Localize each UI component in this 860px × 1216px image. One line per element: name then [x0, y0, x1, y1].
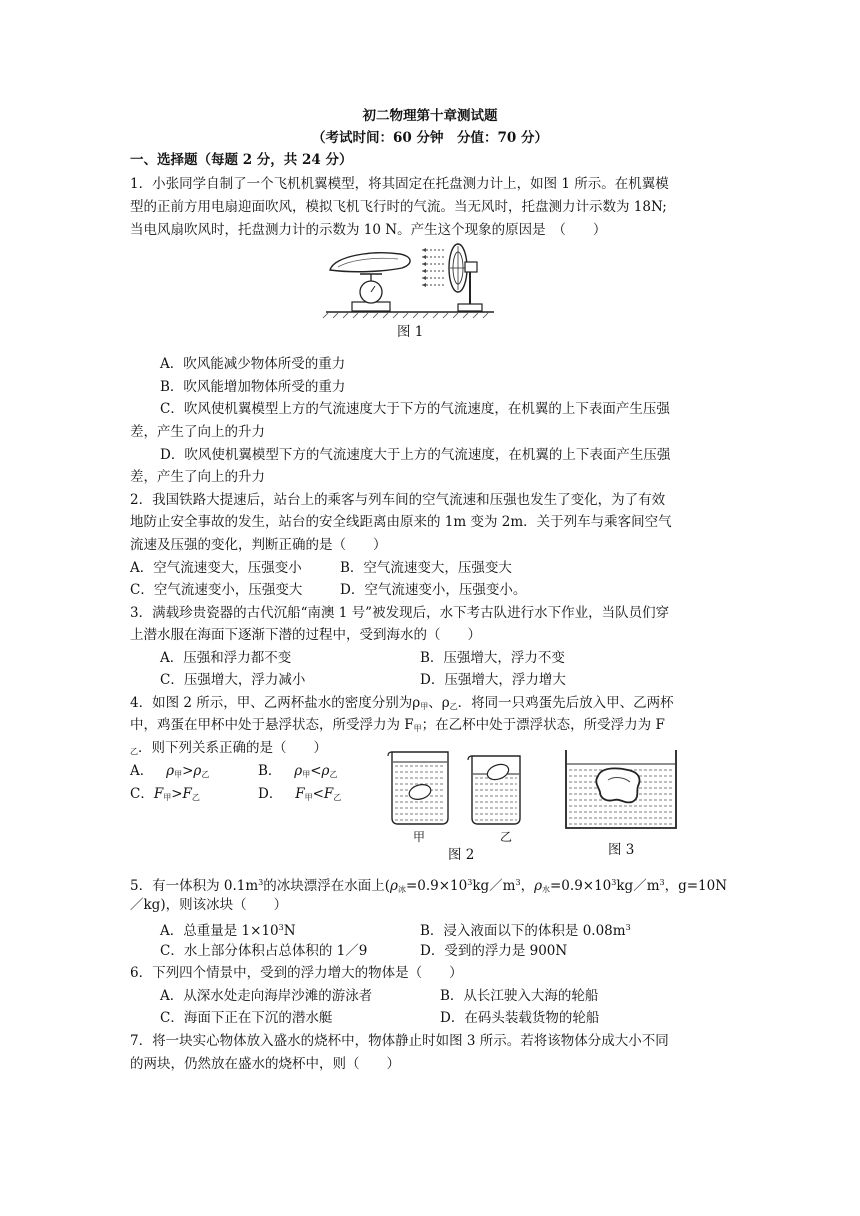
q5-option-c: C．水上部分体积占总体积的 1／9	[160, 943, 368, 959]
q6-option-a: A．从深水处走向海岸沙滩的游泳者	[160, 988, 373, 1004]
q2-option-b: B．空气流速变大，压强变大	[340, 560, 512, 576]
q1-line-2: 型的正前方用电扇迎面吹风，模拟飞机飞行时的气流。当无风时，托盘测力计示数为 18N;	[130, 199, 667, 215]
q3-option-b: B．压强增大，浮力不变	[420, 650, 565, 666]
figure-2-beakers	[386, 748, 546, 846]
q3-line-2: 上潜水服在海面下逐渐下潜的过程中，受到海水的（ ）	[130, 627, 481, 643]
q1-option-d-line-1: D．吹风使机翼模型下方的气流速度大于上方的气流速度，在机翼的上下表面产生压强	[160, 447, 671, 463]
exam-subtitle: （考试时间：60 分钟 分值：70 分）	[312, 130, 548, 146]
figure-2-caption: 图 2	[448, 847, 475, 863]
q5-option-d: D．受到的浮力是 900N	[420, 943, 568, 959]
q6-option-d: D．在码头装载货物的轮船	[440, 1010, 600, 1026]
q5-line-2: ／kg)，则该冰块（ ）	[130, 897, 288, 913]
q3-option-c: C．压强增大，浮力减小	[160, 672, 306, 688]
q7-line-1: 7．将一块实心物体放入盛水的烧杯中，物体静止时如图 3 所示。若将该物体分成大小不同	[130, 1033, 669, 1049]
q1-option-b: B．吹风能增加物体所受的重力	[160, 379, 346, 395]
q4-line-3: $_乙$．则下列关系正确的是（ ）	[130, 740, 327, 756]
figure-3-beaker-object	[562, 748, 682, 834]
q6-option-b: B．从长江驶入大海的轮船	[440, 988, 599, 1004]
q4-line-2: 中，鸡蛋在甲杯中处于悬浮状态，所受浮力为 $F_甲$；在乙杯中处于漂浮状态，所受浮力为 F	[130, 717, 665, 733]
q5-line-1: 5．有一体积为 $0.1m^3$的冰块漂浮在水面上($\rho_冰=0.9\times 10^3kg/m^3$，$\rho_水=0.9\times 10^3kg/m^3$，g=10N	[130, 878, 728, 894]
figure-2-label-yi: 乙	[500, 830, 513, 844]
q3-option-d: D．压强增大，浮力增大	[420, 672, 566, 688]
figure-2-label-jia: 甲	[413, 830, 426, 844]
q1-line-3: 当电风扇吹风时，托盘测力计的示数为 10 N。产生这个现象的原因是 （ ）	[130, 222, 607, 238]
section-heading: 一、选择题（每题 2 分，共 24 分）	[130, 152, 353, 168]
q7-line-2: 的两块，仍然放在盛水的烧杯中，则（ ）	[130, 1056, 400, 1072]
q1-option-a: A．吹风能减少物体所受的重力	[160, 356, 346, 372]
q2-line-2: 地防止安全事故的发生，站台的安全线距离由原来的 1m 变为 2m．关于列车与乘客间空气	[130, 514, 672, 530]
q5-option-b: B．浸入液面以下的体积是 $0.08m^3$	[420, 923, 631, 939]
q2-line-3: 流速及压强的变化，判断正确的是（ ）	[130, 537, 387, 553]
q1-line-1: 1．小张同学自制了一个飞机机翼模型，将其固定在托盘测力计上，如图 1 所示。在机翼模	[130, 176, 669, 192]
q2-option-a: A．空气流速变大，压强变小	[130, 560, 302, 576]
q6-option-c: C．海面下正在下沉的潜水艇	[160, 1010, 333, 1026]
q1-option-d-line-2: 差，产生了向上的升力	[130, 469, 265, 485]
exam-title: 初二物理第十章测试题	[362, 108, 498, 124]
q1-option-c-line-1: C．吹风使机翼模型上方的气流速度大于下方的气流速度，在机翼的上下表面产生压强	[160, 401, 670, 417]
q6-line-1: 6．下列四个情景中，受到的浮力增大的物体是（ ）	[130, 965, 463, 981]
q2-option-d: D．空气流速变小，压强变小。	[340, 582, 527, 598]
q4-option-c: C．$F_甲>F_乙$	[130, 786, 200, 802]
q3-line-1: 3．满载珍贵瓷器的古代沉船“南澳 1 号”被发现后，水下考古队进行水下作业，当队员们穿	[130, 605, 670, 621]
q4-option-b: B． $\rho_甲<\rho_乙$	[258, 763, 338, 779]
q2-line-1: 2．我国铁路大提速后，站台上的乘客与列车间的空气流速和压强也发生了变化，为了有效	[130, 492, 666, 508]
figure-1-wing-and-fan	[322, 242, 498, 320]
q4-line-1: 4．如图 2 所示，甲、乙两杯盐水的密度分别为$\rho_甲$、$\rho_乙$．将同一只鸡蛋先后放入甲、乙两杯	[130, 695, 674, 711]
q3-option-a: A．压强和浮力都不变	[160, 650, 292, 666]
q4-option-d: D． $F_甲<F_乙$	[258, 786, 342, 802]
q5-option-a: A．总重量是 $1\times 10^3N$	[160, 923, 296, 939]
q1-option-c-line-2: 差，产生了向上的升力	[130, 424, 265, 440]
q4-option-a: A． $\rho_甲>\rho_乙$	[130, 763, 210, 779]
q2-option-c: C．空气流速变小，压强变大	[130, 582, 303, 598]
figure-3-caption: 图 3	[608, 842, 635, 858]
figure-1-caption: 图 1	[397, 324, 424, 340]
